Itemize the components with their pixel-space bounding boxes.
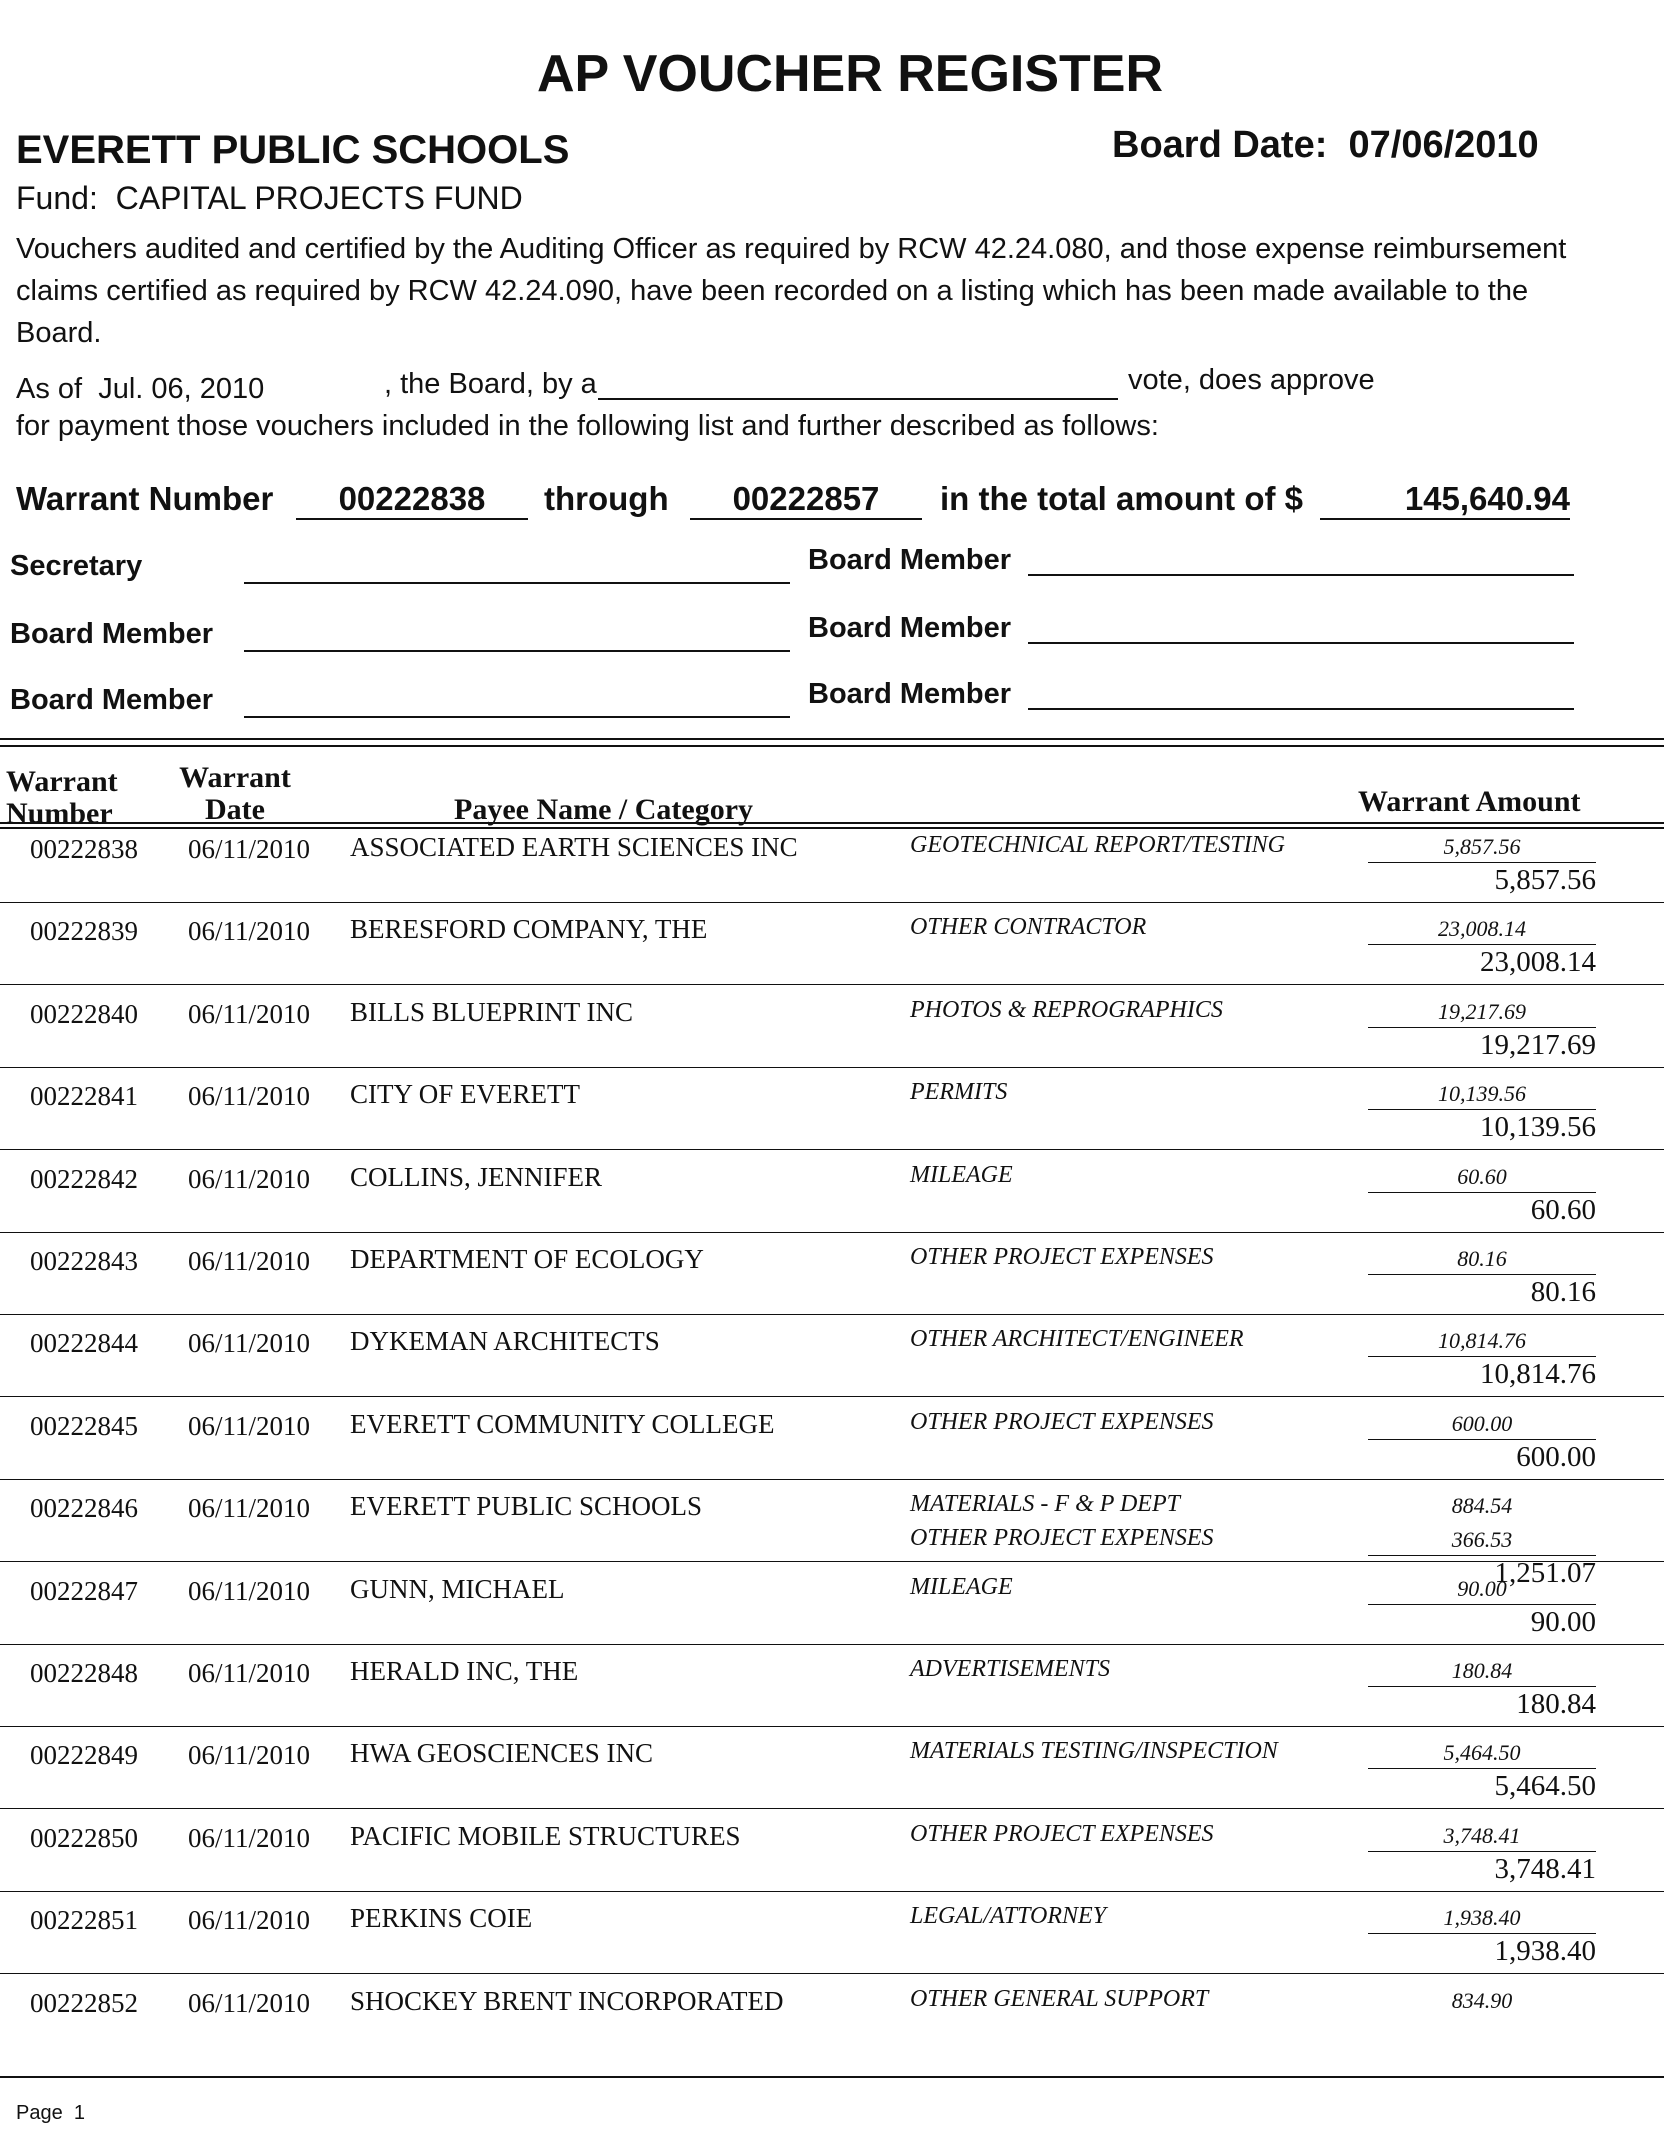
payee-name: DEPARTMENT OF ECOLOGY: [350, 1244, 704, 1274]
line-amount: 19,217.69: [1438, 999, 1526, 1024]
warrant-date: 06/11/2010: [188, 1658, 311, 1688]
board-member-signature-line: [244, 650, 790, 652]
board-member-signature-line: [244, 716, 790, 718]
warrant-date: 06/11/2010: [188, 834, 311, 864]
warrant-date: 06/11/2010: [188, 1081, 311, 1111]
warrant-date: 06/11/2010: [188, 1411, 311, 1441]
board-member-signature-line: [1028, 708, 1574, 710]
expense-category: OTHER PROJECT EXPENSES: [910, 1409, 1214, 1435]
warrant-from: 00222838: [296, 480, 528, 520]
payee-name: ASSOCIATED EARTH SCIENCES INC: [350, 832, 798, 862]
warrant-total: 1,938.40: [1494, 1935, 1596, 1967]
warrant-total: 90.00: [1530, 1606, 1596, 1638]
total-label: in the total amount of $: [940, 480, 1303, 517]
warrant-date: 06/11/2010: [188, 1988, 311, 2018]
subtotal-underline: [1368, 1851, 1596, 1852]
payee-name: BILLS BLUEPRINT INC: [350, 997, 634, 1027]
warrant-date: 06/11/2010: [188, 1576, 311, 1606]
header-rule: [0, 822, 1664, 824]
warrant-number: 00222838: [30, 834, 138, 864]
warrant-total: 3,748.41: [1494, 1853, 1596, 1885]
row-separator: [0, 1314, 1664, 1315]
row-separator: [0, 984, 1664, 985]
subtotal-underline: [1368, 1109, 1596, 1110]
warrant-total: 180.84: [1516, 1688, 1596, 1720]
board-date-label: Board Date:: [1112, 124, 1328, 166]
line-amount: 5,857.56: [1443, 834, 1521, 859]
line-amount: 834.90: [1451, 1988, 1513, 2013]
fund-name: CAPITAL PROJECTS FUND: [115, 180, 523, 216]
warrant-date: 06/11/2010: [188, 1328, 311, 1358]
header-warrant-number-line1: Warrant: [6, 765, 118, 798]
warrant-number: 00222849: [30, 1740, 138, 1770]
board-by-text: , the Board, by a: [384, 368, 597, 400]
line-amount: 23,008.14: [1438, 916, 1526, 941]
row-separator: [0, 1232, 1664, 1233]
board-member-signature-line: [1028, 574, 1574, 576]
through-label: through: [544, 480, 669, 517]
warrant-total: 10,814.76: [1480, 1358, 1596, 1390]
warrant-total: 19,217.69: [1480, 1029, 1596, 1061]
row-separator: [0, 1973, 1664, 1974]
line-amount: 5,464.50: [1443, 1740, 1521, 1765]
warrant-number: 00222843: [30, 1246, 138, 1276]
header-warrant-number: [6, 766, 118, 830]
row-separator: [0, 1149, 1664, 1150]
board-member-label: Board Member: [808, 544, 1012, 576]
expense-category: OTHER GENERAL SUPPORT: [910, 1986, 1209, 2012]
subtotal-underline: [1368, 1439, 1596, 1440]
expense-category: LEGAL/ATTORNEY: [910, 1903, 1107, 1929]
warrant-number: 00222852: [30, 1988, 138, 2018]
subtotal-underline: [1368, 1027, 1596, 1028]
warrant-number: 00222848: [30, 1658, 138, 1688]
subtotal-underline: [1368, 1686, 1596, 1687]
subtotal-underline: [1368, 1604, 1596, 1605]
warrant-date: 06/11/2010: [188, 1164, 311, 1194]
subtotal-underline: [1368, 1768, 1596, 1769]
board-member-label: Board Member: [10, 684, 214, 716]
warrant-number: 00222841: [30, 1081, 138, 1111]
expense-category: OTHER ARCHITECT/ENGINEER: [910, 1326, 1244, 1352]
expense-category: MATERIALS - F & P DEPT: [910, 1491, 1180, 1517]
line-amount: 10,814.76: [1438, 1328, 1526, 1353]
row-separator: [0, 1561, 1664, 1562]
subtotal-underline: [1368, 1555, 1596, 1556]
payee-name: EVERETT PUBLIC SCHOOLS: [350, 1491, 703, 1521]
total-amount: 145,640.94: [1320, 480, 1570, 520]
warrant-number: 00222842: [30, 1164, 138, 1194]
warrant-total: 5,857.56: [1494, 864, 1596, 896]
as-of-line: [16, 368, 264, 410]
line-amount: 600.00: [1451, 1411, 1513, 1436]
board-member-signature-line: [1028, 642, 1574, 644]
expense-category: MATERIALS TESTING/INSPECTION: [910, 1738, 1278, 1764]
document-title: AP VOUCHER REGISTER: [536, 45, 1164, 103]
warrant-number: 00222839: [30, 916, 138, 946]
header-warrant-date-line2: Date: [205, 793, 265, 826]
warrant-date: 06/11/2010: [188, 1246, 311, 1276]
row-separator: [0, 1891, 1664, 1892]
line-amount: 180.84: [1451, 1658, 1513, 1683]
page-label: Page: [16, 2102, 63, 2124]
subtotal-underline: [1368, 1274, 1596, 1275]
warrant-number: 00222847: [30, 1576, 138, 1606]
subtotal-underline: [1368, 944, 1596, 945]
line-amount: 3,748.41: [1443, 1823, 1521, 1848]
subtotal-underline: [1368, 1192, 1596, 1193]
as-of-label: As of: [16, 373, 83, 405]
payee-name: HERALD INC, THE: [350, 1656, 579, 1686]
row-separator: [0, 1479, 1664, 1480]
as-of-date: Jul. 06, 2010: [98, 373, 265, 405]
line-amount: 10,139.56: [1438, 1081, 1526, 1106]
header-rule: [0, 827, 1664, 829]
line-amount: 60.60: [1457, 1164, 1507, 1189]
secretary-signature-line: [244, 582, 790, 584]
payee-name: CITY OF EVERETT: [350, 1079, 580, 1109]
section-divider: [0, 745, 1664, 747]
header-warrant-date: [170, 762, 300, 826]
subtotal-underline: [1368, 1933, 1596, 1934]
warrant-date: 06/11/2010: [188, 999, 311, 1029]
expense-category: OTHER PROJECT EXPENSES: [910, 1821, 1214, 1847]
line-amount: 884.54: [1451, 1493, 1513, 1518]
payee-name: GUNN, MICHAEL: [350, 1574, 565, 1604]
payee-name: PERKINS COIE: [350, 1903, 533, 1933]
board-date-value: 07/06/2010: [1348, 124, 1539, 166]
payee-name: HWA GEOSCIENCES INC: [350, 1738, 654, 1768]
board-date: [1112, 124, 1539, 167]
certification-paragraph: Vouchers audited and certified by the Auditing Officer as required by RCW 42.24.080, and those expense reimbursement claims certified as required by RCW 42.24.090, have been recorded on a listing which has been made available to the Board.: [16, 233, 1567, 349]
row-separator: [0, 1067, 1664, 1068]
expense-category: PHOTOS & REPROGRAPHICS: [910, 997, 1223, 1023]
warrant-date: 06/11/2010: [188, 1905, 311, 1935]
page-indicator: [16, 2102, 85, 2125]
payment-text: for payment those vouchers included in the following list and further described as follows:: [16, 410, 1159, 442]
warrant-total: 600.00: [1516, 1441, 1596, 1473]
warrant-date: 06/11/2010: [188, 1493, 311, 1523]
expense-category: MILEAGE: [910, 1574, 1013, 1600]
warrant-to: 00222857: [690, 480, 922, 520]
payee-name: DYKEMAN ARCHITECTS: [350, 1326, 660, 1356]
expense-category: ADVERTISEMENTS: [910, 1656, 1110, 1682]
header-warrant-date-line1: Warrant: [179, 761, 291, 794]
expense-category: GEOTECHNICAL REPORT/TESTING: [910, 832, 1285, 858]
warrant-total: 80.16: [1530, 1276, 1596, 1308]
organization-name: EVERETT PUBLIC SCHOOLS: [16, 128, 570, 172]
line-amount: 1,938.40: [1443, 1905, 1521, 1930]
row-separator: [0, 902, 1664, 903]
payee-name: PACIFIC MOBILE STRUCTURES: [350, 1821, 741, 1851]
warrant-number: 00222846: [30, 1493, 138, 1523]
expense-category: OTHER CONTRACTOR: [910, 914, 1147, 940]
warrant-number: 00222844: [30, 1328, 138, 1358]
row-separator: [0, 1726, 1664, 1727]
line-amount: 366.53: [1451, 1527, 1513, 1552]
vote-text: vote, does approve: [1128, 364, 1375, 396]
section-divider: [0, 738, 1664, 740]
header-warrant-number-line2: Number: [6, 797, 113, 830]
line-amount: 90.00: [1457, 1576, 1507, 1601]
board-member-label: Board Member: [10, 618, 214, 650]
fund-line: [16, 180, 523, 217]
payee-name: EVERETT COMMUNITY COLLEGE: [350, 1409, 775, 1439]
payee-name: COLLINS, JENNIFER: [350, 1162, 603, 1192]
warrant-number: 00222845: [30, 1411, 138, 1441]
warrant-date: 06/11/2010: [188, 1740, 311, 1770]
row-separator: [0, 1396, 1664, 1397]
warrant-total: 10,139.56: [1480, 1111, 1596, 1143]
warrant-total: 23,008.14: [1480, 946, 1596, 978]
header-warrant-amount: Warrant Amount: [1358, 785, 1581, 818]
board-member-label: Board Member: [808, 678, 1012, 710]
warrant-number: 00222850: [30, 1823, 138, 1853]
vote-blank: [598, 398, 1118, 400]
row-separator: [0, 1808, 1664, 1809]
payee-name: SHOCKEY BRENT INCORPORATED: [350, 1986, 784, 2016]
expense-category: OTHER PROJECT EXPENSES: [910, 1525, 1214, 1551]
fund-label: Fund:: [16, 180, 98, 216]
warrant-number: 00222840: [30, 999, 138, 1029]
line-amount: 80.16: [1457, 1246, 1507, 1271]
warrant-total: 60.60: [1530, 1194, 1596, 1226]
table-bottom-rule: [0, 2076, 1664, 2078]
subtotal-underline: [1368, 1356, 1596, 1357]
page-number: 1: [73, 2102, 85, 2124]
warrant-number-label: Warrant Number: [16, 480, 274, 517]
secretary-label: Secretary: [10, 550, 143, 582]
row-separator: [0, 1644, 1664, 1645]
warrant-number: 00222851: [30, 1905, 138, 1935]
warrant-total: 5,464.50: [1494, 1770, 1596, 1802]
payee-name: BERESFORD COMPANY, THE: [350, 914, 708, 944]
warrant-total: 1,251.07: [1494, 1557, 1596, 1589]
board-member-label: Board Member: [808, 612, 1012, 644]
expense-category: OTHER PROJECT EXPENSES: [910, 1244, 1214, 1270]
expense-category: MILEAGE: [910, 1162, 1013, 1188]
warrant-date: 06/11/2010: [188, 1823, 311, 1853]
warrant-date: 06/11/2010: [188, 916, 311, 946]
subtotal-underline: [1368, 862, 1596, 863]
expense-category: PERMITS: [910, 1079, 1008, 1105]
header-payee: Payee Name / Category: [454, 793, 754, 826]
